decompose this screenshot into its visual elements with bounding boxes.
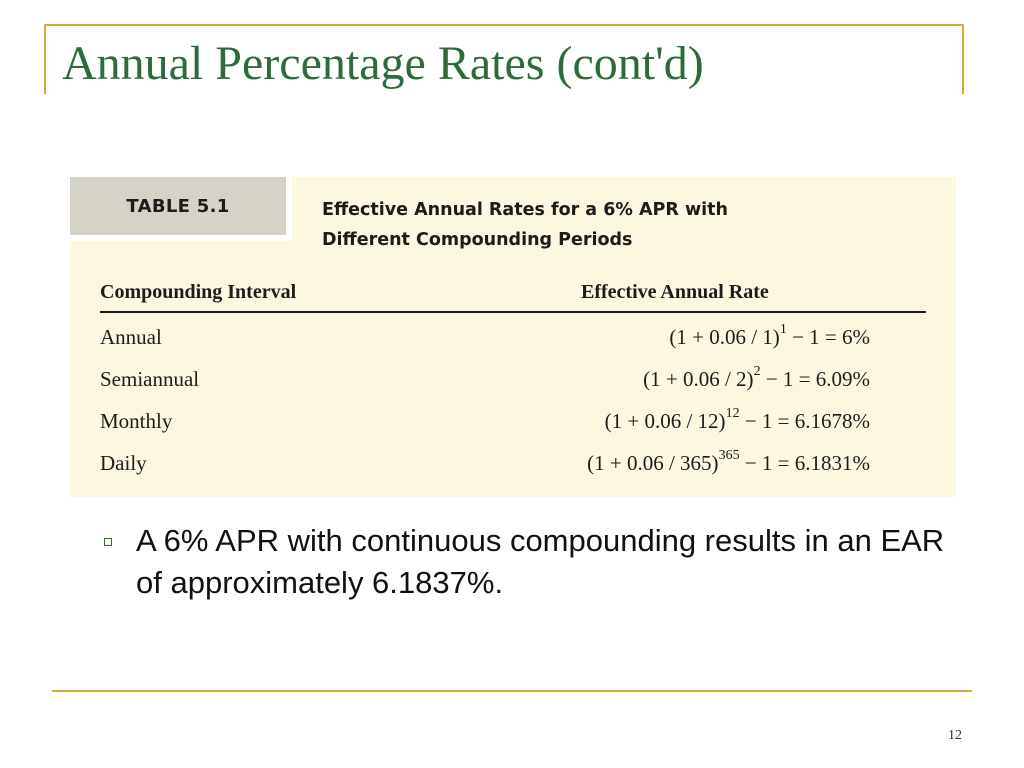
row-interval: Semiannual	[100, 367, 200, 391]
table-panel	[70, 177, 956, 497]
formula-base: (1 + 0.06 / 2)	[643, 367, 754, 391]
formula-base: (1 + 0.06 / 12)	[604, 409, 726, 433]
row-interval: Daily	[100, 451, 147, 475]
table-caption-line1: Effective Annual Rates for a 6% APR with	[322, 200, 728, 220]
row-interval: Monthly	[100, 409, 173, 433]
table-row	[100, 317, 926, 359]
formula-base: (1 + 0.06 / 365)	[587, 451, 719, 475]
title-frame-top-rule	[44, 24, 964, 26]
formula-exponent: 2	[753, 364, 761, 379]
square-bullet-icon	[104, 538, 112, 546]
row-formula	[587, 448, 870, 476]
footer-rule	[52, 690, 972, 692]
table-caption	[322, 195, 728, 255]
formula-result: − 1 = 6%	[786, 325, 870, 349]
header-rule	[100, 311, 926, 313]
bullet-text: A 6% APR with continuous compounding results in an EAR of approximately 6.1837%.	[136, 523, 945, 600]
formula-result: − 1 = 6.1678%	[739, 409, 870, 433]
formula-base: (1 + 0.06 / 1)	[669, 325, 780, 349]
column-header-rate: Effective Annual Rate	[581, 281, 769, 303]
row-formula	[604, 406, 870, 434]
formula-exponent: 365	[718, 448, 740, 463]
table-row	[100, 401, 926, 443]
formula-exponent: 12	[725, 406, 740, 421]
title-frame-left-rule	[44, 24, 46, 94]
formula-result: − 1 = 6.09%	[760, 367, 870, 391]
table-tag: TABLE 5.1	[70, 177, 292, 241]
slide-title: Annual Percentage Rates (cont'd)	[62, 37, 704, 90]
title-frame-right-rule	[962, 24, 964, 94]
table-row	[100, 443, 926, 485]
row-interval: Annual	[100, 325, 162, 349]
row-formula	[643, 364, 870, 392]
column-header-interval: Compounding Interval	[100, 281, 297, 303]
table-row	[100, 359, 926, 401]
table-caption-line2: Different Compounding Periods	[322, 230, 633, 250]
formula-result: − 1 = 6.1831%	[739, 451, 870, 475]
page-number: 12	[948, 728, 962, 743]
table-body	[100, 317, 926, 485]
row-formula	[669, 322, 870, 350]
formula-exponent: 1	[779, 322, 787, 337]
